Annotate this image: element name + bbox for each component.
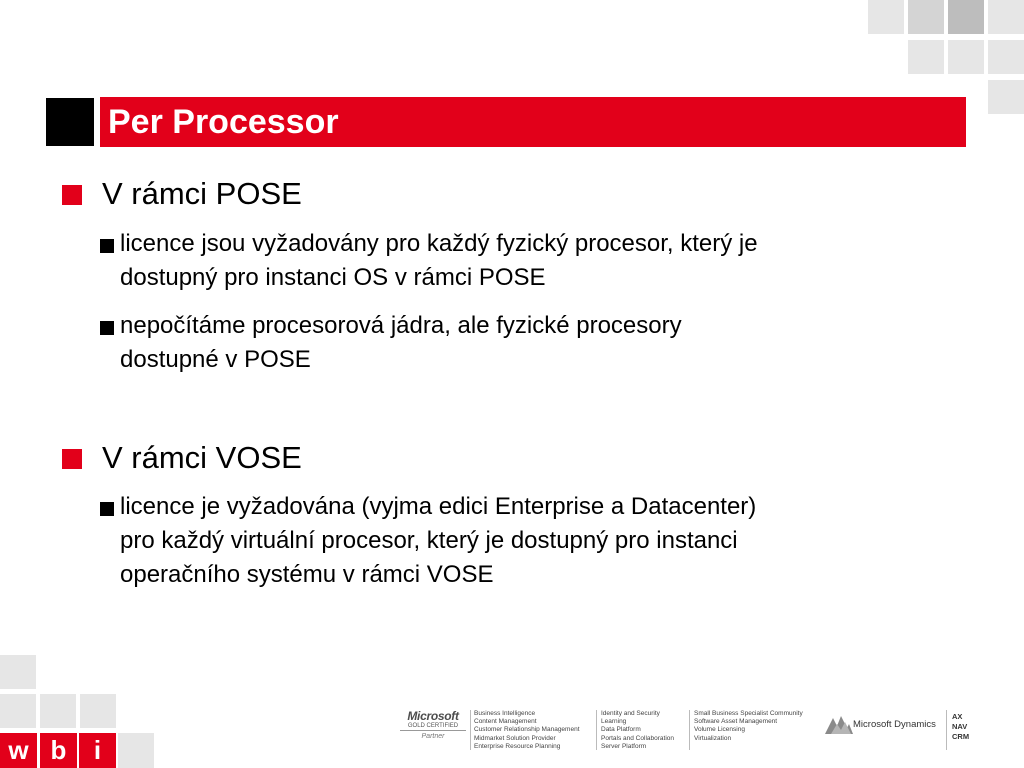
competency-item: Software Asset Management (694, 718, 778, 726)
sub-bullet (100, 309, 970, 377)
competency-item: Identity and Security (601, 710, 660, 717)
competency-column (474, 710, 580, 751)
dynamics-products (952, 712, 969, 742)
gold-certified-badge: GOLD CERTIFIED (400, 723, 466, 731)
footer-divider (946, 710, 947, 750)
competency-item: Small Business Specialist Community (694, 710, 803, 717)
sub-bullet-line: nepočítáme procesorová jádra, ale fyzické procesory (120, 312, 682, 339)
dynamics-label: Microsoft Dynamics (853, 719, 936, 730)
black-square-bullet-icon (100, 502, 114, 516)
footer-divider (470, 710, 471, 750)
sub-bullet-line: licence je vyžadována (vyjma edici Enterprise a Datacenter) (120, 493, 757, 520)
black-square-bullet-icon (100, 321, 114, 335)
competency-item: Customer Relationship Management (474, 726, 580, 734)
competency-column (601, 710, 674, 751)
dynamics-product: AX (952, 712, 963, 721)
red-square-bullet-icon (62, 449, 82, 469)
competency-item: Virtualization (694, 734, 732, 742)
competency-item: Data Platform (601, 726, 641, 734)
competency-item: Volume Licensing (694, 726, 745, 734)
dynamics-product: CRM (952, 732, 970, 741)
competency-item: Business Intelligence (474, 710, 536, 717)
competency-item: Content Management (474, 718, 537, 726)
microsoft-partner-logo (400, 709, 466, 740)
competency-item: Server Platform (601, 742, 647, 750)
wbi-logo-letter: b (40, 733, 77, 768)
sub-bullet (100, 227, 970, 295)
dynamics-product: NAV (952, 722, 968, 731)
red-square-bullet-icon (62, 185, 82, 205)
sub-bullet-line: licence jsou vyžadovány pro každý fyzický procesor, který je (120, 230, 758, 257)
sub-bullet-line: dostupný pro instanci OS v rámci POSE (120, 264, 546, 291)
sub-bullet (100, 490, 970, 592)
competency-item: Enterprise Resource Planning (474, 742, 561, 750)
sub-bullet-line: operačního systému v rámci VOSE (120, 561, 494, 588)
dynamics-mountain-icon (825, 714, 853, 734)
section-heading-text: V rámci VOSE (102, 440, 302, 475)
partner-footer (400, 706, 980, 756)
competency-item: Midmarket Solution Provider (474, 734, 556, 742)
competency-column (694, 710, 803, 743)
partner-label: Partner (421, 733, 445, 740)
wbi-logo-letter: i (79, 733, 116, 768)
footer-divider (596, 710, 597, 750)
slide-title: Per Processor (108, 103, 339, 141)
microsoft-name: Microsoft (407, 709, 459, 723)
wbi-logo-letter: w (0, 733, 37, 768)
sub-bullet-line: pro každý virtuální procesor, který je dostupný pro instanci (120, 527, 738, 554)
competency-item: Learning (601, 718, 627, 726)
section-heading-text: V rámci POSE (102, 176, 302, 211)
black-square-bullet-icon (100, 239, 114, 253)
competency-item: Portals and Collaboration (601, 734, 674, 742)
footer-divider (689, 710, 690, 750)
sub-bullet-line: dostupné v POSE (120, 346, 311, 373)
